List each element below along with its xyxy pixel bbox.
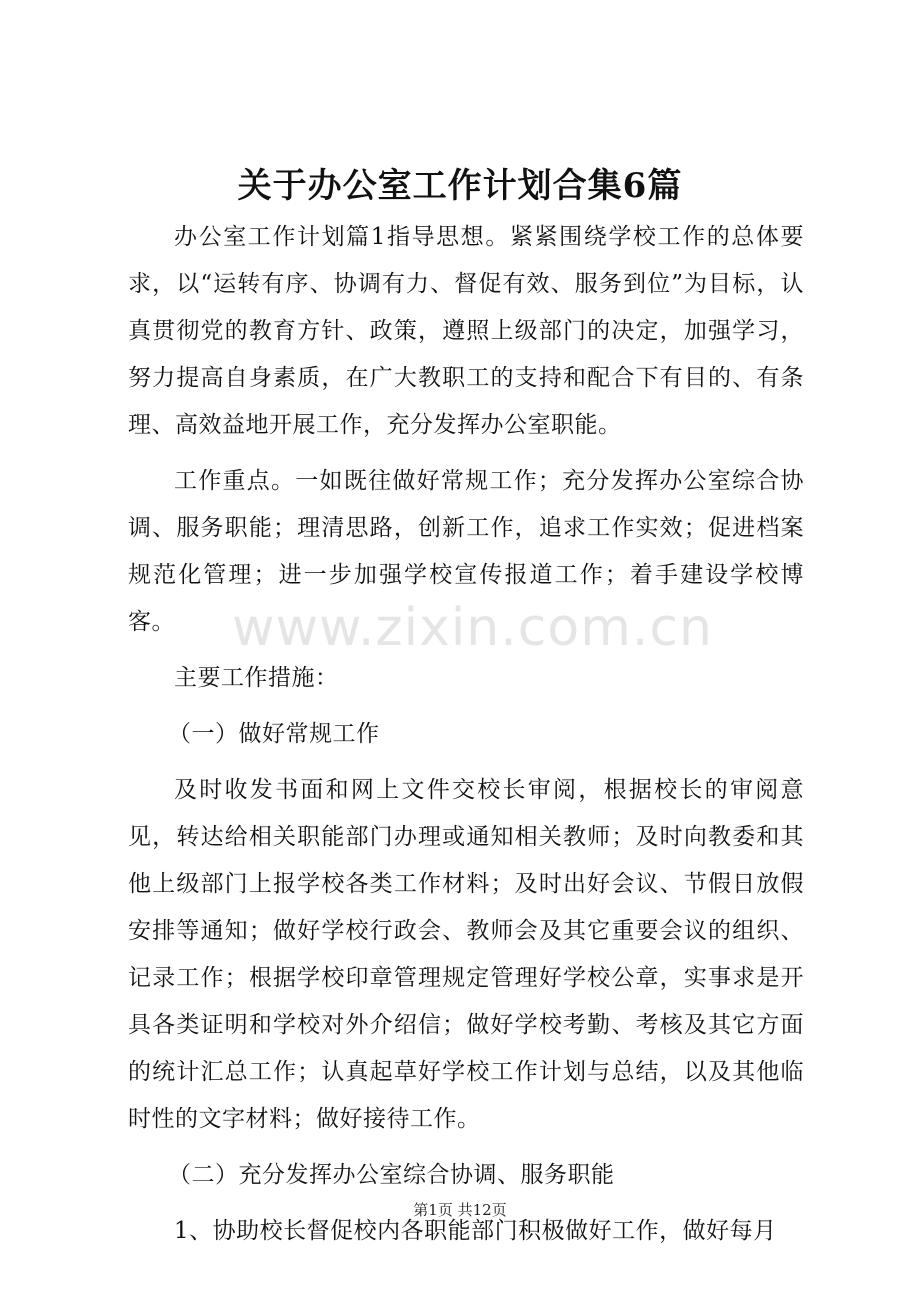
section-heading-routine-work: （一）做好常规工作 bbox=[168, 721, 380, 747]
watermark: www.zixin.com.cn bbox=[232, 598, 713, 658]
document-body bbox=[128, 214, 804, 1264]
document-title: 关于办公室工作计划合集6篇 bbox=[237, 166, 683, 206]
paragraph-work-focus: 工作重点。一如既往做好常规工作；充分发挥办公室综合协调、服务职能；理清思路，创新工作，追求工作实效；促进档案规范化管理；进一步加强学校宣传报道工作；着手建设学校博客。 bbox=[128, 468, 804, 635]
paragraph-routine-work: 及时收发书面和网上文件交校长审阅，根据校长的审阅意见，转达给相关职能部门办理或通知相关教师；及时向教委和其他上级部门上报学校各类工作材料；及时出好会议、节假日放假安排等通知；做好学校行政会、教师会及其它重要会议的组织、记录工作；根据学校印章管理规定管理好学校公章，实事求是开具各类证明和学校对外介绍信；做好学校考勤、考核及其它方面的统计汇总工作；认真起草好学校工作计划与总结，以及其他临时性的文字材料；做好接待工作。 bbox=[128, 777, 804, 1132]
paragraph-guiding-thought: 办公室工作计划篇1指导思想。紧紧围绕学校工作的总体要求，以“运转有序、协调有力、督促有效、服务到位”为目标，认真贯彻党的教育方针、政策，遵照上级部门的决定，加强学习，努力提高自身素质，在广大教职工的支持和配合下有目的、有条理、高效益地开展工作，充分发挥办公室职能。 bbox=[128, 224, 804, 438]
page-footer: 第1页 共12页 bbox=[413, 1201, 507, 1219]
section-heading-coordination: （二）充分发挥办公室综合协调、服务职能 bbox=[168, 1162, 615, 1188]
paragraph-coordination-item-1: 1、协助校长督促校内各职能部门积极做好工作，做好每月 bbox=[174, 1218, 777, 1244]
paragraph-measures-heading: 主要工作措施： bbox=[174, 665, 339, 691]
